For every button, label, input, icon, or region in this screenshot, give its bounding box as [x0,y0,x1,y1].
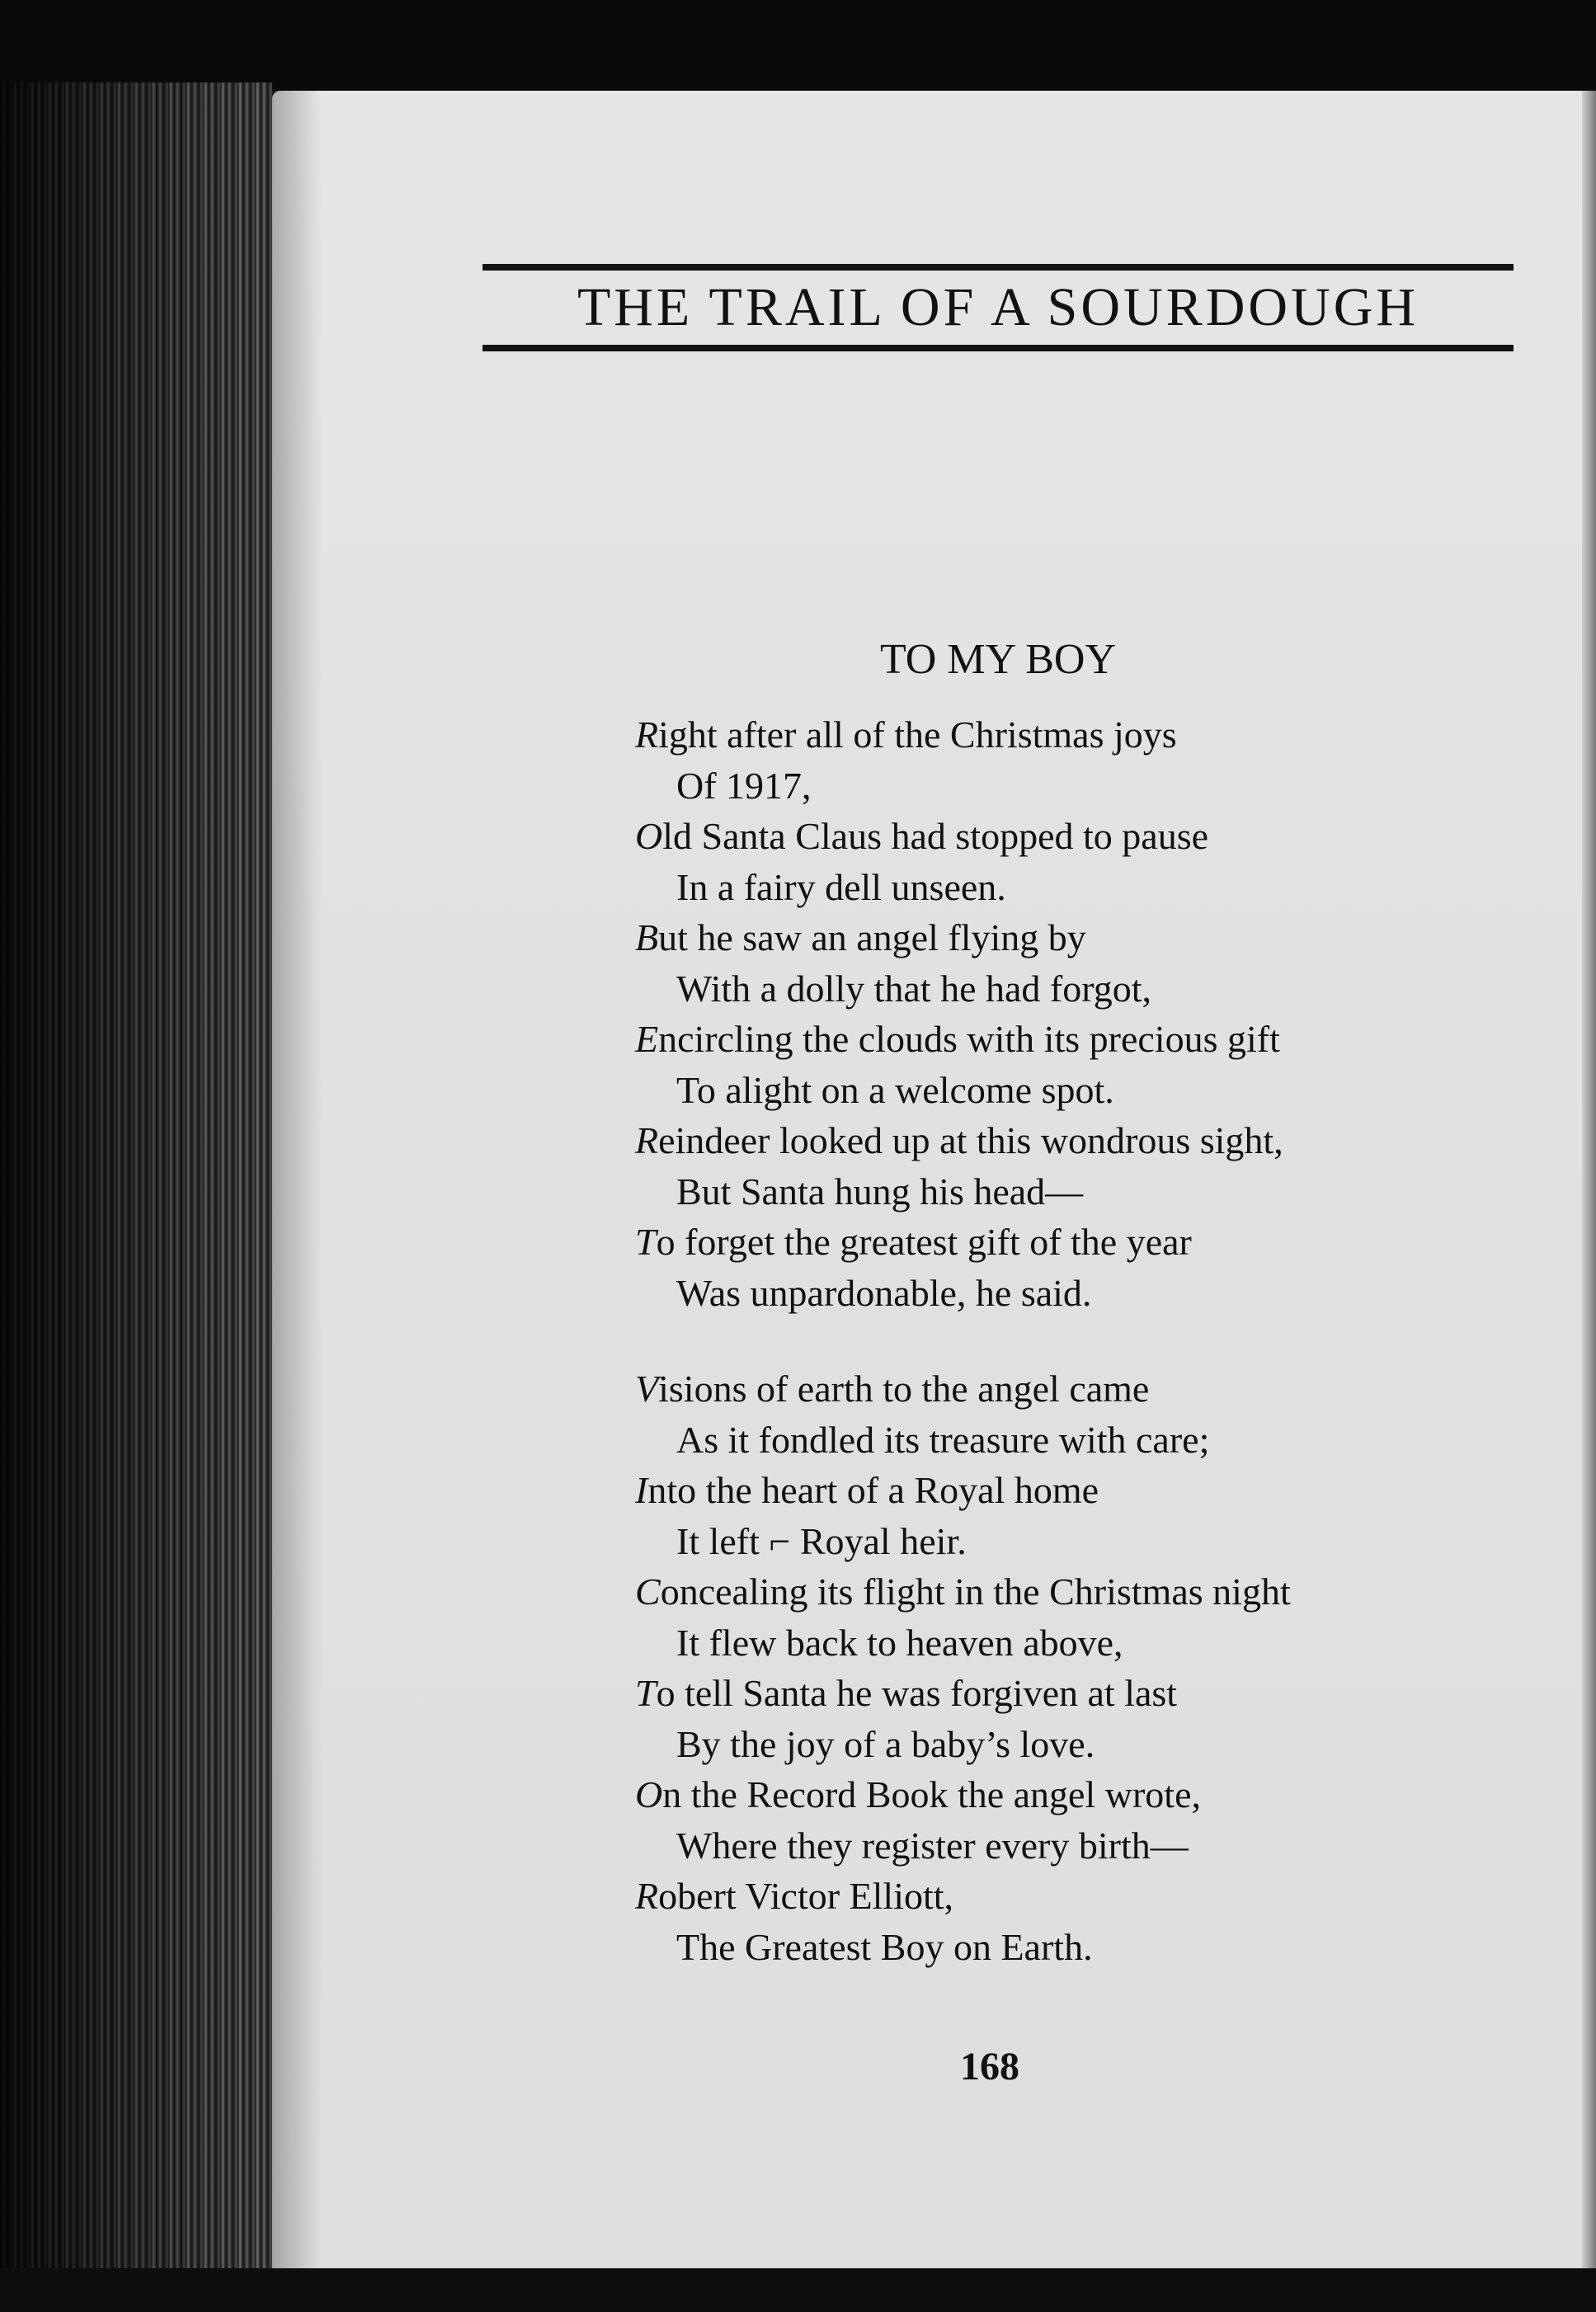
poem-line [635,1516,1493,1567]
poem-line [635,1115,1493,1166]
line-text: ncircling the clouds with its precious gift [658,1018,1280,1060]
poem-line [635,1719,1493,1770]
poem-line [635,1415,1493,1466]
acrostic-initial: C [635,1570,661,1613]
line-text: eindeer looked up at this wondrous sight, [658,1119,1283,1161]
scan-top-border [0,0,1596,91]
poem-line [635,1769,1493,1820]
poem-line [635,1217,1493,1268]
poem-line [635,862,1493,913]
acrostic-initial: E [635,1018,659,1060]
poem-line [635,1668,1493,1719]
line-text: By the joy of a baby’s love. [676,1722,1095,1765]
poem-line [635,1166,1493,1217]
line-text: It flew back to heaven above, [676,1621,1123,1664]
page-right-edge [1582,91,1596,2268]
line-text: isions of earth to the angel came [658,1368,1150,1410]
poem-line [635,1922,1493,1973]
line-text: But Santa hung his head— [676,1170,1084,1213]
line-text: Was unpardonable, he said. [676,1271,1092,1314]
poem-line [635,912,1493,963]
header-rule-top [483,264,1514,271]
line-text: To alight on a welcome spot. [676,1068,1114,1111]
poem-line [635,1014,1493,1065]
stanza-break [635,1318,1493,1363]
scan-bottom-border [0,2268,1596,2312]
page-number: 168 [960,2045,1019,2088]
poem-line [635,1363,1493,1415]
poem-line [635,1871,1493,1922]
acrostic-initial: T [635,1672,657,1714]
header-rule-bottom [483,345,1514,351]
acrostic-initial: V [635,1368,659,1410]
acrostic-initial: B [635,916,659,958]
poem-line [635,811,1493,862]
acrostic-initial: O [635,1773,663,1815]
acrostic-initial: I [635,1469,648,1511]
poem-body [635,709,1493,1972]
line-text: It left ⌐ Royal heir. [676,1519,967,1562]
line-text: ight after all of the Christmas joys [658,713,1177,756]
line-text: obert Victor Elliott, [658,1875,954,1917]
running-header: THE TRAIL OF A SOURDOUGH [577,277,1419,337]
page-edges-shadow [0,82,272,2312]
line-text: The Greatest Boy on Earth. [676,1925,1093,1968]
line-text: Where they register every birth— [676,1824,1189,1867]
acrostic-initial: R [635,1875,659,1917]
poem-line [635,1465,1493,1516]
line-text: o forget the greatest gift of the year [656,1221,1192,1263]
poem-line [635,1617,1493,1669]
line-text: Of 1917, [676,764,812,807]
poem-line [635,1065,1493,1116]
poem-line [635,1820,1493,1872]
line-text: n the Record Book the angel wrote, [662,1773,1201,1815]
acrostic-initial: R [635,713,659,756]
acrostic-initial: T [635,1221,657,1263]
poem-title: TO MY BOY [879,636,1117,683]
poem-line [635,760,1493,812]
poem-line [635,963,1493,1015]
line-text: oncealing its flight in the Christmas night [660,1570,1291,1613]
line-text: nto the heart of a Royal home [647,1469,1099,1511]
line-text: With a dolly that he had forgot, [676,967,1152,1010]
gutter-shadow [272,91,322,2268]
line-text: ld Santa Claus had stopped to pause [662,815,1209,857]
line-text: In a fairy dell unseen. [676,865,1006,908]
poem-line [635,709,1493,760]
acrostic-initial: R [635,1119,659,1161]
poem-line [635,1268,1493,1319]
line-text: ut he saw an angel flying by [658,916,1086,958]
line-text: o tell Santa he was forgiven at last [656,1672,1178,1714]
acrostic-initial: O [635,815,663,857]
line-text: As it fondled its treasure with care; [676,1418,1210,1461]
poem-line [635,1566,1493,1617]
